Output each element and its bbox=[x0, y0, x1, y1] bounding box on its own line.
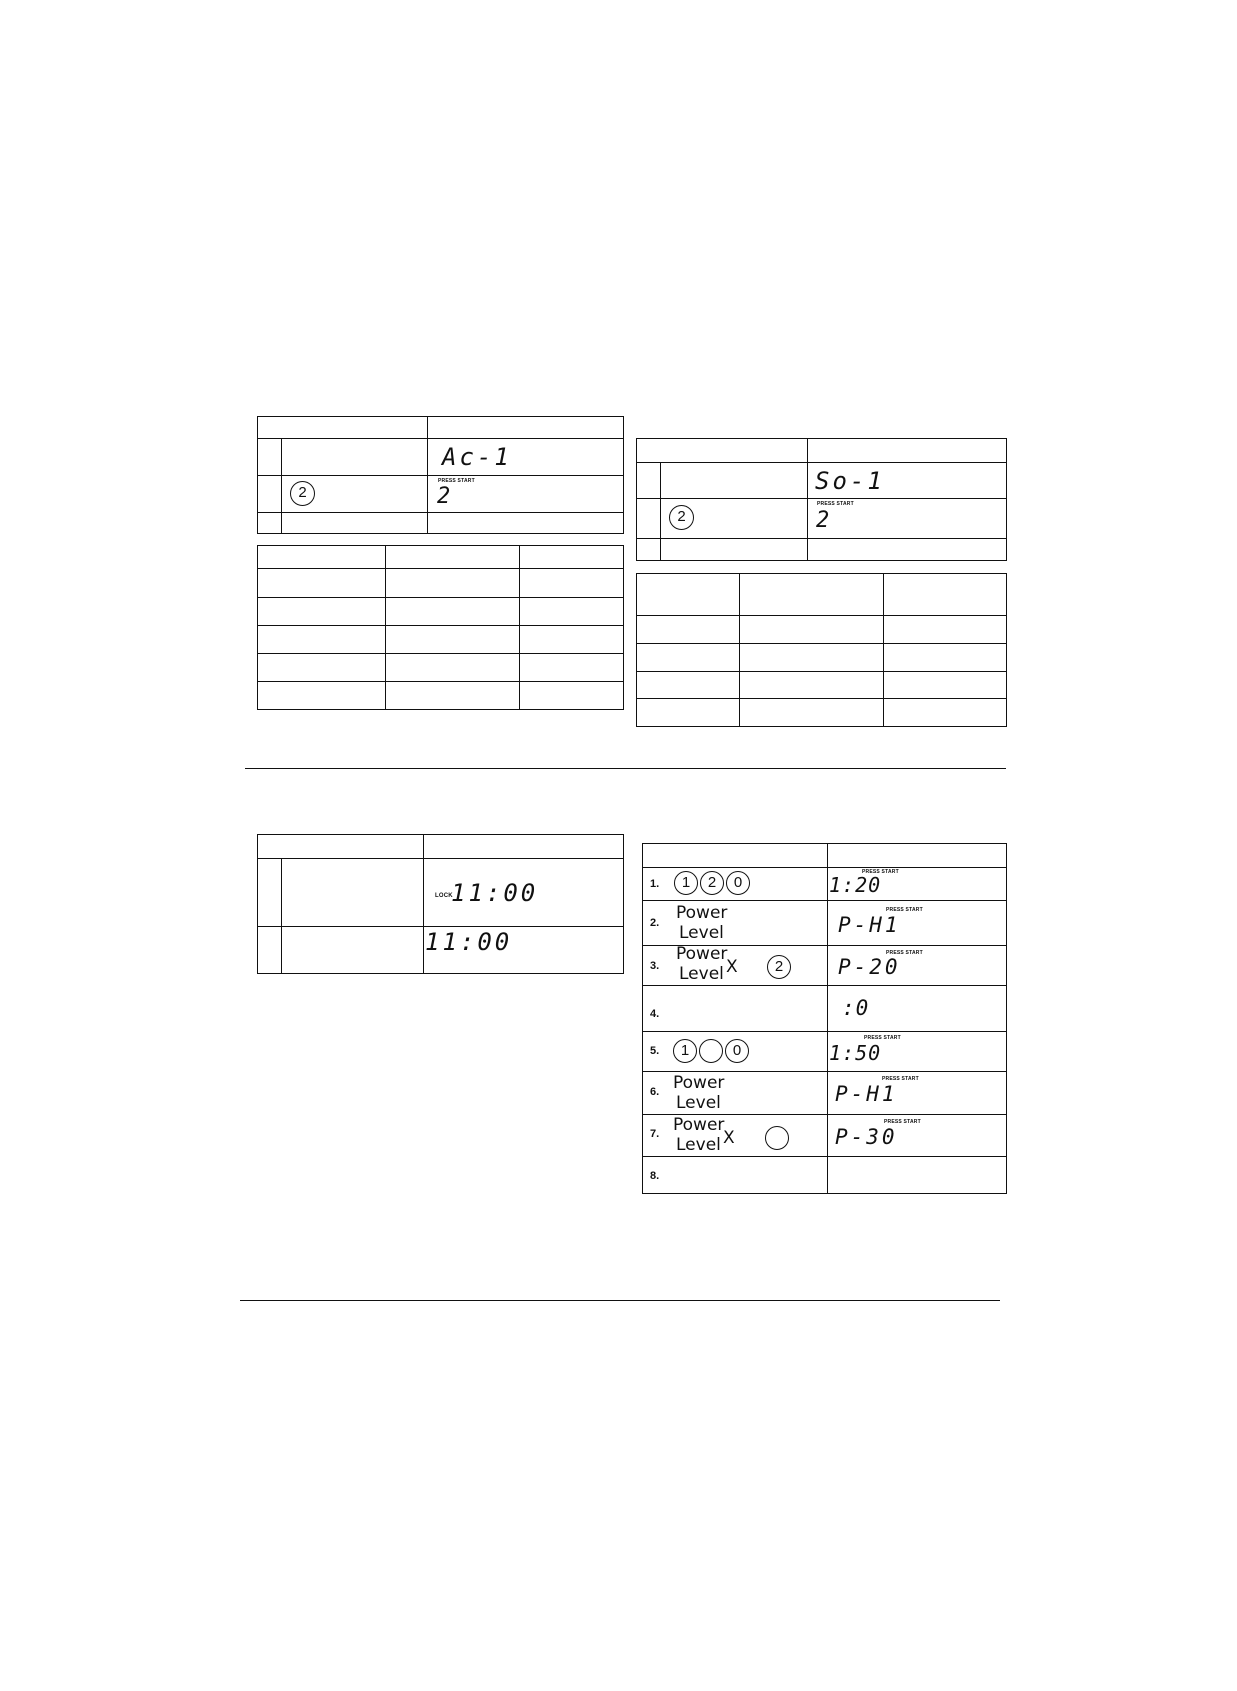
lcd-display: 11:00 bbox=[425, 928, 513, 956]
lock-indicator: LOCK bbox=[435, 893, 453, 899]
step-number: 4. bbox=[650, 1008, 660, 1020]
lcd-display: P-H1 bbox=[835, 1082, 898, 1106]
step-instruction-cell bbox=[661, 499, 808, 539]
display-cell bbox=[828, 1072, 1007, 1115]
table-header-cell bbox=[424, 835, 624, 859]
step-row bbox=[643, 946, 1007, 986]
display-cell bbox=[828, 986, 1007, 1032]
press-start-indicator: PRESS START bbox=[438, 478, 475, 484]
number-key-2: 2 bbox=[700, 871, 724, 895]
display-cell bbox=[808, 539, 1007, 561]
step-instruction-cell bbox=[643, 901, 828, 946]
power-level-key-line1: Power bbox=[676, 903, 728, 923]
lcd-display: P-H1 bbox=[838, 913, 901, 937]
auto-cook-menu-table bbox=[257, 545, 624, 710]
step-row bbox=[643, 1032, 1007, 1072]
lcd-display: Ac-1 bbox=[442, 443, 512, 471]
power-level-key-line2: Level bbox=[679, 923, 724, 943]
display-cell bbox=[828, 1115, 1007, 1157]
display-cell bbox=[428, 513, 624, 534]
power-level-key-line2: Level bbox=[676, 1135, 721, 1155]
power-level-key-line1: Power bbox=[673, 1073, 725, 1093]
display-cell bbox=[808, 499, 1007, 539]
press-start-indicator: PRESS START bbox=[817, 501, 854, 507]
step-instruction-cell bbox=[282, 439, 428, 476]
section-divider bbox=[245, 768, 1006, 769]
press-start-indicator: PRESS START bbox=[884, 1119, 921, 1125]
display-cell bbox=[428, 476, 624, 513]
press-start-indicator: PRESS START bbox=[862, 869, 899, 875]
step-row bbox=[643, 868, 1007, 901]
lcd-display: 2 bbox=[437, 484, 454, 509]
press-start-indicator: PRESS START bbox=[886, 950, 923, 956]
power-level-key-line2: Level bbox=[679, 964, 724, 984]
step-number: 6. bbox=[650, 1086, 660, 1098]
lcd-display: P-30 bbox=[835, 1125, 898, 1149]
step-instruction-cell bbox=[282, 927, 424, 974]
step-instruction-cell bbox=[661, 463, 808, 499]
number-key-blank bbox=[699, 1039, 723, 1063]
number-key-2: 2 bbox=[669, 505, 694, 530]
step-instruction-cell bbox=[282, 513, 428, 534]
step-row bbox=[643, 901, 1007, 946]
step-number: 7. bbox=[650, 1128, 660, 1140]
table-header-cell bbox=[428, 417, 624, 439]
display-cell bbox=[828, 1032, 1007, 1072]
step-instruction-cell bbox=[661, 539, 808, 561]
press-start-indicator: PRESS START bbox=[886, 907, 923, 913]
step-number: 2. bbox=[650, 917, 660, 929]
times-symbol: X bbox=[726, 957, 738, 977]
table-header-cell bbox=[808, 439, 1007, 463]
power-level-key-line1: Power bbox=[673, 1115, 725, 1135]
number-key-1: 1 bbox=[673, 1039, 697, 1063]
lcd-display: :0 bbox=[842, 996, 870, 1020]
display-cell bbox=[828, 901, 1007, 946]
table-header-cell bbox=[258, 417, 428, 439]
step-number-cell bbox=[258, 859, 282, 927]
display-cell bbox=[828, 946, 1007, 986]
lcd-display: 11:00 bbox=[451, 879, 539, 907]
step-row bbox=[643, 1157, 1007, 1194]
step-number-cell bbox=[258, 513, 282, 534]
display-cell bbox=[424, 859, 624, 927]
step-number: 1. bbox=[650, 878, 660, 890]
step-instruction-cell bbox=[643, 868, 828, 901]
table-header-cell bbox=[828, 844, 1007, 868]
number-key-0: 0 bbox=[726, 871, 750, 895]
step-row bbox=[643, 986, 1007, 1032]
page-footer-rule bbox=[240, 1300, 1000, 1301]
step-number-cell bbox=[258, 476, 282, 513]
auto-defrost-menu-table bbox=[636, 573, 1007, 727]
lcd-display: So-1 bbox=[815, 467, 885, 495]
step-row bbox=[643, 1115, 1007, 1157]
display-cell bbox=[424, 927, 624, 974]
table-header-cell bbox=[637, 439, 808, 463]
number-key-2: 2 bbox=[290, 481, 315, 506]
display-cell bbox=[428, 439, 624, 476]
step-instruction-cell bbox=[643, 986, 828, 1032]
step-number-cell bbox=[637, 499, 661, 539]
child-lock-steps-table bbox=[257, 834, 624, 974]
lcd-display: 1:50 bbox=[829, 1041, 882, 1065]
table-header-cell bbox=[258, 835, 424, 859]
multistage-cooking-table bbox=[642, 843, 1007, 1194]
step-number-cell bbox=[258, 927, 282, 974]
press-start-indicator: PRESS START bbox=[882, 1076, 919, 1082]
lcd-display: 2 bbox=[816, 508, 833, 533]
power-level-key-line1: Power bbox=[676, 944, 728, 964]
press-start-indicator: PRESS START bbox=[864, 1035, 901, 1041]
lcd-display: 1:20 bbox=[829, 873, 882, 897]
auto-defrost-steps-table bbox=[636, 438, 1007, 561]
power-level-key-line2: Level bbox=[676, 1093, 721, 1113]
step-number-cell bbox=[637, 463, 661, 499]
number-key-2: 2 bbox=[767, 955, 791, 979]
step-number: 5. bbox=[650, 1045, 660, 1057]
number-key-1: 1 bbox=[674, 871, 698, 895]
step-number: 8. bbox=[650, 1170, 660, 1182]
display-cell bbox=[828, 1157, 1007, 1194]
number-key-blank bbox=[765, 1126, 789, 1150]
display-cell bbox=[808, 463, 1007, 499]
step-instruction-cell bbox=[282, 859, 424, 927]
table-header-cell bbox=[643, 844, 828, 868]
step-instruction-cell bbox=[643, 1072, 828, 1115]
number-key-0: 0 bbox=[725, 1039, 749, 1063]
display-cell bbox=[828, 868, 1007, 901]
step-row bbox=[643, 1072, 1007, 1115]
step-number-cell bbox=[258, 439, 282, 476]
step-instruction-cell bbox=[643, 946, 828, 986]
lcd-display: P-20 bbox=[838, 955, 901, 979]
step-instruction-cell bbox=[643, 1032, 828, 1072]
times-symbol: X bbox=[723, 1128, 735, 1148]
step-instruction-cell bbox=[282, 476, 428, 513]
step-instruction-cell bbox=[643, 1157, 828, 1194]
step-instruction-cell bbox=[643, 1115, 828, 1157]
step-number: 3. bbox=[650, 960, 660, 972]
step-number-cell bbox=[637, 539, 661, 561]
auto-cook-steps-table bbox=[257, 416, 624, 534]
